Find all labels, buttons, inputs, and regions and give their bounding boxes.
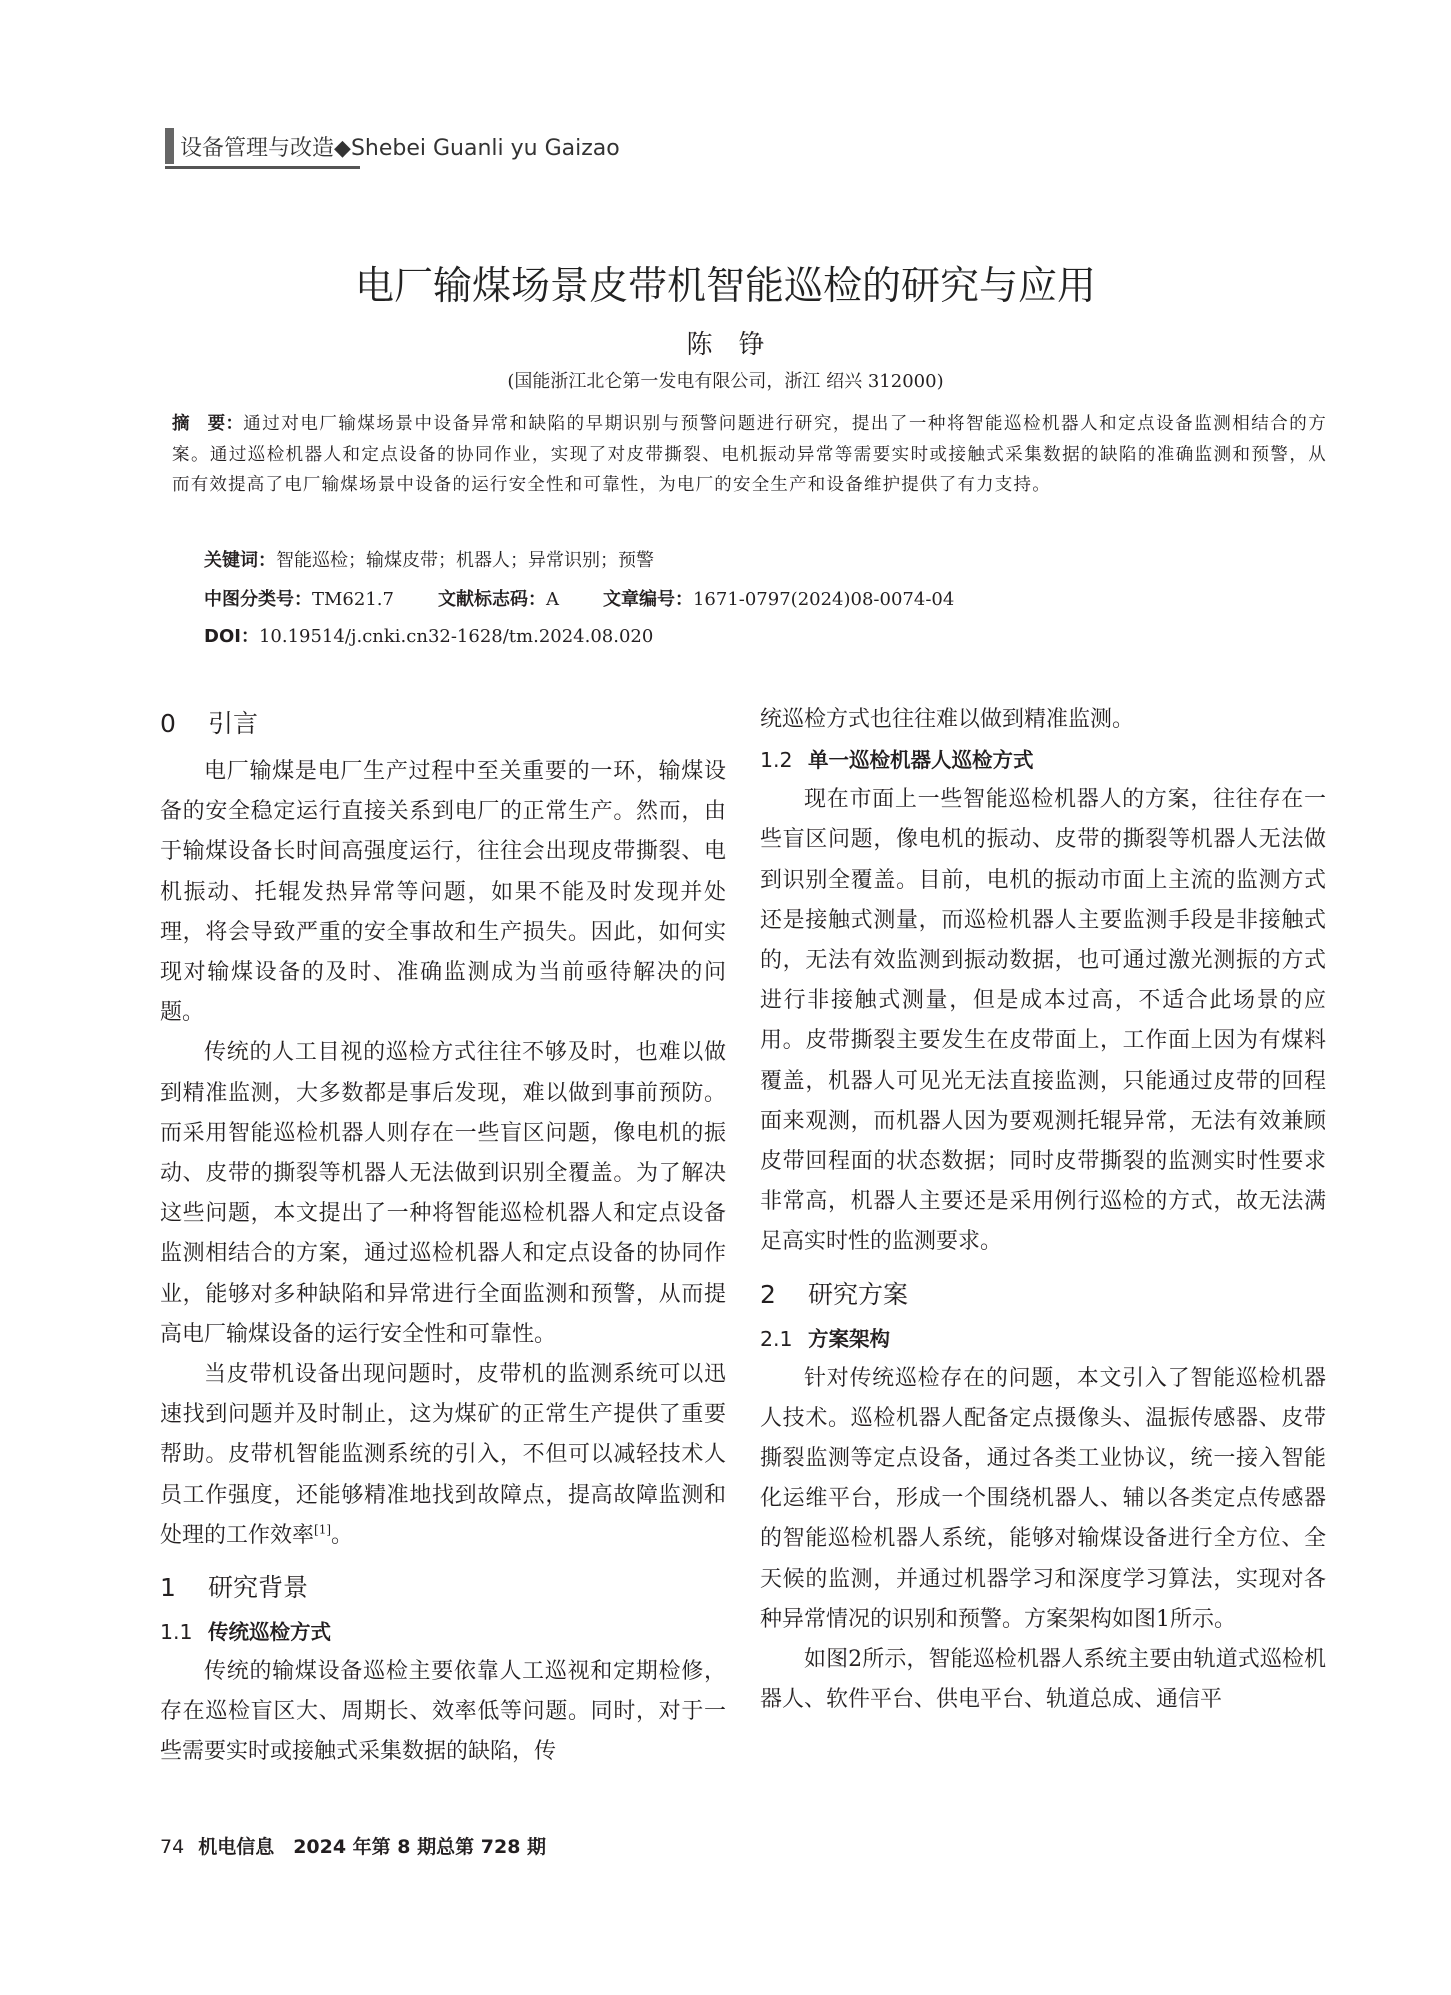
author: 陈铮 — [686, 330, 791, 360]
abstract-text: 通过对电厂输煤场景中设备异常和缺陷的早期识别与预警问题进行研究，提出了一种将智能巡检机器人和定点设备监测相结合的方案。通过巡检机器人和定点设备的协同作业，实现了对皮带撕裂、电机振动异常等需要实时或接触式采集数据的缺陷的准确监测和预警，从而有效提高了电厂输煤场景中设备的运行安全性和可靠性，为电厂的安全生产和设备维护提供了有力支持。 — [172, 414, 1327, 495]
doi-line — [204, 622, 653, 648]
citation-ref: [1] — [314, 1522, 332, 1537]
article-no-label: 文章编号： — [602, 589, 693, 610]
section-0-heading: 0 引言 — [160, 709, 259, 738]
page-footer — [160, 1832, 546, 1859]
clc-label: 中图分类号： — [204, 589, 312, 610]
right-column — [760, 700, 1326, 1720]
header-bar — [165, 128, 174, 164]
section-1-heading: 1 研究背景 — [160, 1573, 309, 1603]
column-name: 设备管理与改造◆Shebei Guanli yu Gaizao — [180, 135, 620, 161]
doi-label: DOI： — [204, 626, 259, 647]
doi-value: 10.19514/j.cnki.cn32-1628/tm.2024.08.020 — [258, 626, 654, 647]
section-1-1-paragraph-cont: 统巡检方式也往往难以做到精准监测。 — [760, 707, 1135, 732]
intro-paragraph-2: 传统的人工目视的巡检方式往往不够及时，也难以做到精准监测，大多数都是事后发现，难以做到事前预防。而采用智能巡检机器人则存在一些盲区问题，像电机的振动、皮带的撕裂等机器人无法做到识别全覆盖。为了解决这些问题，本文提出了一种将智能巡检机器人和定点设备监测相结合的方案，通过巡检机器人和定点设备的协同作业，能够对多种缺陷和异常进行全面监测和预警，从而提高电厂输煤设备的运行安全性和可靠性。 — [160, 1040, 726, 1347]
abstract — [172, 409, 1327, 501]
header-rule — [165, 166, 360, 169]
column-header — [165, 128, 620, 164]
paper-title: 电厂输煤场景皮带机智能巡检的研究与应用 — [354, 264, 1096, 309]
section-2-1-paragraph-1: 针对传统巡检存在的问题，本文引入了智能巡检机器人技术。巡检机器人配备定点摄像头、温振传感器、皮带撕裂监测等定点设备，通过各类工业协议，统一接入智能化运维平台，形成一个围绕机器人、辅以各类定点传感器的智能巡检机器人系统，能够对输煤设备进行全方位、全天候的监测，并通过机器学习和深度学习算法，实现对各种异常情况的识别和预警。方案架构如图1所示。 — [760, 1365, 1326, 1632]
section-1-1-heading: 1.1 传统巡检方式 — [160, 1620, 331, 1645]
keywords — [204, 546, 654, 572]
clc-value: TM621.7 — [312, 589, 394, 610]
classification-line — [204, 585, 954, 611]
keywords-text: 智能巡检；输煤皮带；机器人；异常识别；预警 — [276, 550, 654, 571]
page-number: 74 — [160, 1836, 185, 1858]
left-column — [160, 700, 726, 1773]
affiliation: (国能浙江北仑第一发电有限公司，浙江 绍兴 312000) — [507, 371, 944, 392]
doc-code-value: A — [545, 589, 559, 610]
article-no-value: 1671-0797(2024)08-0074-04 — [692, 589, 955, 610]
keywords-label: 关键词： — [204, 550, 276, 571]
section-2-1-paragraph-2: 如图2所示，智能巡检机器人系统主要由轨道式巡检机器人、软件平台、供电平台、轨道总成、通信平 — [760, 1647, 1326, 1713]
intro-paragraph-3: 当皮带机设备出现问题时，皮带机的监测系统可以迅速找到问题并及时制止，这为煤矿的正常生产提供了重要帮助。皮带机智能监测系统的引入，不但可以减轻技术人员工作强度，还能够精准地找到故障点，提高故障监测和处理的工作效率[1]。 — [160, 1362, 726, 1548]
section-1-2-heading: 1.2 单一巡检机器人巡检方式 — [760, 748, 1034, 773]
section-1-2-paragraph: 现在市面上一些智能巡检机器人的方案，往往存在一些盲区问题，像电机的振动、皮带的撕裂等机器人无法做到识别全覆盖。目前，电机的振动市面上主流的监测方式还是接触式测量，而巡检机器人主要监测手段是非接触式的，无法有效监测到振动数据，也可通过激光测振的方式进行非接触式测量，但是成本过高，不适合此场景的应用。皮带撕裂主要发生在皮带面上，工作面上因为有煤料覆盖，机器人可见光无法直接监测，只能通过皮带的回程面来观测，而机器人因为要观测托辊异常，无法有效兼顾皮带回程面的状态数据；同时皮带撕裂的监测实时性要求非常高，机器人主要还是采用例行巡检的方式，故无法满足高实时性的监测要求。 — [760, 787, 1326, 1255]
doc-code-label: 文献标志码： — [437, 589, 546, 610]
abstract-label: 摘 要： — [172, 414, 244, 434]
section-2-1-heading: 2.1 方案架构 — [760, 1326, 890, 1351]
intro-paragraph-1: 电厂输煤是电厂生产过程中至关重要的一环，输煤设备的安全稳定运行直接关系到电厂的正常生产。然而，由于输煤设备长时间高强度运行，往往会出现皮带撕裂、电机振动、托辊发热异常等问题，如果不能及时发现并处理，将会导致严重的安全事故和生产损失。因此，如何实现对输煤设备的及时、准确监测成为当前亟待解决的问题。 — [160, 759, 726, 1026]
section-1-1-paragraph: 传统的输煤设备巡检主要依靠人工巡视和定期检修，存在巡检盲区大、周期长、效率低等问题。同时，对于一些需要实时或接触式采集数据的缺陷，传 — [160, 1659, 726, 1765]
section-2-heading: 2 研究方案 — [760, 1279, 909, 1309]
journal-issue: 机电信息 2024 年第 8 期总第 728 期 — [198, 1836, 547, 1858]
